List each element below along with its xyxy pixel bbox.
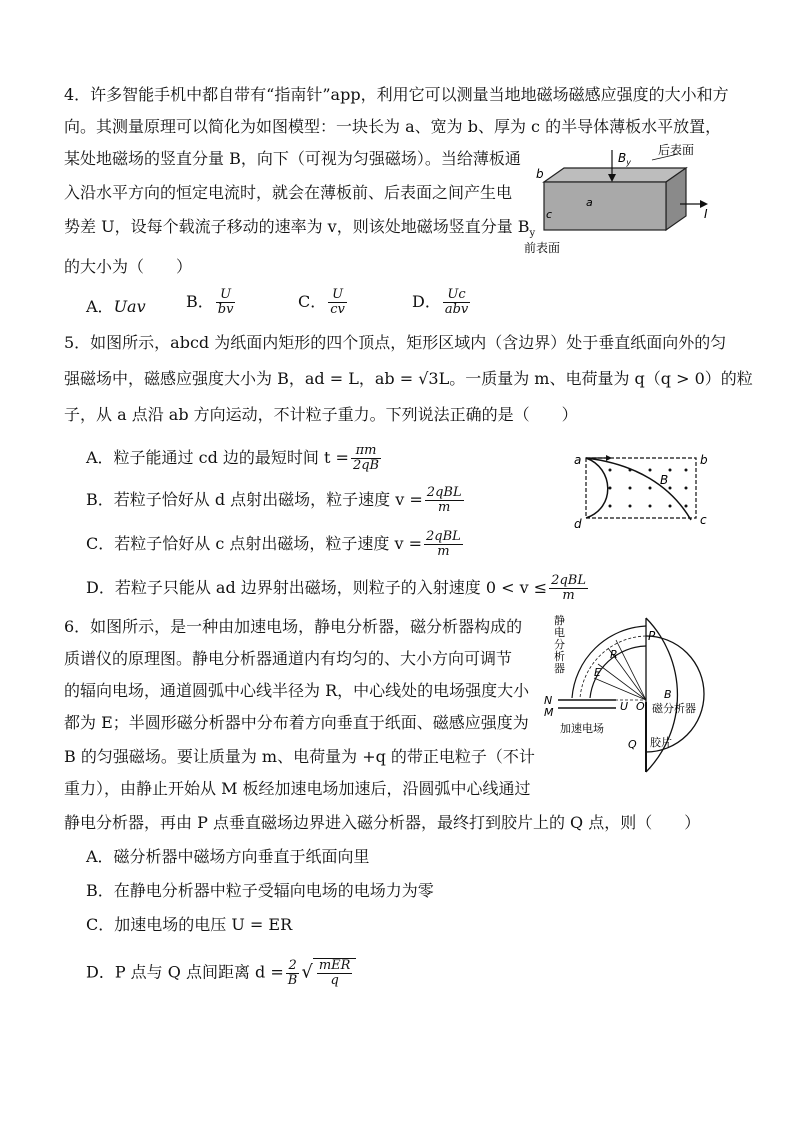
q5-line-1: 5．如图所示，abcd 为纸面内矩形的四个顶点，矩形区域内（含边界）处于垂直纸面向外的匀 xyxy=(64,333,727,352)
esa-label-3: 分 xyxy=(554,638,565,651)
trajectory-to-c xyxy=(586,458,691,520)
field-dots xyxy=(609,469,688,508)
q6-mass-spectrometer-figure xyxy=(536,612,746,782)
q5-line-2: 强磁场中，磁感应强度大小为 B，ad = L，ab = √3L。一质量为 m、电荷量为 q（q > 0）的粒 xyxy=(64,369,753,388)
field-rectangle xyxy=(586,458,696,518)
plate-m-label: M xyxy=(544,706,554,719)
esa-label-4: 析 xyxy=(554,650,565,663)
field-b-label: B xyxy=(660,473,669,487)
q4-option-d-label: D． xyxy=(412,292,441,311)
q6-option-d-text: D．P 点与 Q 点间距离 d = xyxy=(86,962,284,982)
q4-semiconductor-figure xyxy=(524,140,730,260)
q4-option-a[interactable] xyxy=(86,296,146,318)
q4-option-d-den: abv xyxy=(444,302,469,317)
point-b-label: b xyxy=(700,453,708,467)
q4-line-6: 的大小为（ ） xyxy=(64,257,193,276)
q6-line-5: B 的匀强磁场。要让质量为 m、电荷量为 +q 的带正电粒子（不计 xyxy=(64,747,535,766)
q6-line-7: 静电分析器，再由 P 点垂直磁场边界进入磁分析器，最终打到胶片上的 Q 点，则（ ） xyxy=(64,813,701,832)
point-d-label: d xyxy=(574,517,582,531)
q4-line-5-text: 势差 U，设每个载流子移动的速率为 v，则该处地磁场竖直分量 B xyxy=(64,217,530,236)
q6-line-6: 重力），由静止开始从 M 板经加速电场加速后，沿圆弧中心线通过 xyxy=(64,779,531,798)
q6-option-a[interactable]: A．磁分析器中磁场方向垂直于纸面向里 xyxy=(86,847,370,866)
q6-option-b[interactable]: B．在静电分析器中粒子受辐向电场的电场力为零 xyxy=(86,881,434,900)
plate-n-label: N xyxy=(544,694,553,707)
q5-option-b-text: B．若粒子恰好从 d 点射出磁场，粒子速度 v = xyxy=(86,490,423,509)
accelerating-field-label: 加速电场 xyxy=(560,722,604,735)
center-o-label: O xyxy=(636,700,645,713)
q6-option-d-root-den: q xyxy=(330,973,339,988)
point-a-label: a xyxy=(574,453,582,467)
q5-option-b-num: 2qBL xyxy=(426,485,462,500)
q4-option-d[interactable] xyxy=(412,288,472,317)
esa-label-2: 电 xyxy=(554,626,565,639)
q5-option-c-num: 2qBL xyxy=(426,529,461,544)
q5-line-3: 子，从 a 点沿 ab 方向运动，不计粒子重力。下列说法正确的是（ ） xyxy=(64,405,578,424)
voltage-u-label: U xyxy=(620,700,629,713)
point-c-label: c xyxy=(700,513,707,527)
q5-option-a-den: 2qB xyxy=(352,458,380,473)
q4-option-a-value: Uav xyxy=(113,297,146,316)
q6-option-d-coef-num: 2 xyxy=(286,959,300,974)
front-surface-label: 前表面 xyxy=(524,241,561,255)
q6-option-c[interactable]: C．加速电场的电压 U = ER xyxy=(86,915,293,934)
q5-option-d-den: m xyxy=(562,588,575,603)
esa-center-arc xyxy=(580,636,646,698)
q5-magnetic-field-figure xyxy=(566,448,716,538)
q4-option-d-num: Uc xyxy=(443,288,470,303)
q5-option-b-den: m xyxy=(438,500,451,515)
magnetic-analyzer-label: 磁分析器 xyxy=(652,702,696,715)
a-label: a xyxy=(586,196,593,209)
q6-option-d[interactable]: D．P 点与 Q 点间距离 d = $\frac{2}{B}$ √ $\frac{\text{mER}}{q}$ xyxy=(86,958,356,988)
q4-line-5 xyxy=(64,216,535,245)
esa-label-5: 器 xyxy=(554,662,565,675)
q5-option-d-text: D．若粒子只能从 ad 边界射出磁场，则粒子的入射速度 0 < v ≤ xyxy=(86,578,548,597)
q4-option-b-label: B． xyxy=(186,292,214,311)
back-surface-label: 后表面 xyxy=(658,143,695,157)
q5-option-c-den: m xyxy=(437,544,450,559)
q5-option-a-num: πm xyxy=(351,444,381,459)
slab-front-face xyxy=(544,182,666,230)
esa-label-1: 静 xyxy=(554,614,565,627)
q4-option-c-label: C． xyxy=(298,292,327,311)
q6-line-1: 6．如图所示，是一种由加速电场，静电分析器，磁分析器构成的 xyxy=(64,617,523,636)
q6-line-2: 质谱仪的原理图。静电分析器通道内有均匀的、大小方向可调节 xyxy=(64,649,513,668)
q5-option-a-text: A．粒子能通过 cd 边的最短时间 t = xyxy=(86,448,349,467)
q6-option-d-root-num: mER xyxy=(318,958,351,973)
c-label: c xyxy=(546,208,553,221)
current-label: I xyxy=(704,207,708,221)
q4-line-3: 某处地磁场的竖直分量 B，向下（可视为匀强磁场）。当给薄板通 xyxy=(64,149,521,168)
q5-option-c-text: C．若粒子恰好从 c 点射出磁场，粒子速度 v = xyxy=(86,534,422,553)
by-label: $B_y$ xyxy=(618,151,631,167)
radius-label: R xyxy=(610,648,618,661)
q6-option-d-coef-den: B xyxy=(287,972,298,988)
q5-option-c[interactable] xyxy=(86,530,465,559)
q4-option-b[interactable] xyxy=(186,288,237,317)
q4-option-c-den: cv xyxy=(330,302,345,317)
point-p-label: P xyxy=(648,629,656,643)
film-label: 胶片 xyxy=(650,736,672,749)
field-e-label: E xyxy=(594,666,601,679)
q4-option-b-den: bv xyxy=(217,302,234,317)
q4-option-b-num: U xyxy=(216,288,236,303)
q4-option-a-label: A． xyxy=(86,297,114,316)
q5-option-b[interactable] xyxy=(86,486,466,515)
point-q-label: Q xyxy=(628,738,637,751)
q5-option-a[interactable] xyxy=(86,444,383,473)
b-label: b xyxy=(536,167,544,181)
q6-line-4: 都为 E；半圆形磁分析器中分布着方向垂直于纸面、磁感应强度为 xyxy=(64,713,529,732)
q5-option-d-num: 2qBL xyxy=(551,573,586,588)
q4-line-5-sub: y xyxy=(529,228,536,240)
q4-line-4: 入沿水平方向的恒定电流时，就会在薄板前、后表面之间产生电 xyxy=(64,183,513,202)
q4-option-c[interactable] xyxy=(298,288,349,317)
q4-line-1: 4．许多智能手机中都自带有“指南针”app，利用它可以测量当地地磁场磁感应强度的大小和方 xyxy=(64,85,729,104)
q5-option-d[interactable] xyxy=(86,574,590,603)
field-b-label: B xyxy=(664,688,672,701)
q4-line-2: 向。其测量原理可以简化为如图模型：一块长为 a、宽为 b、厚为 c 的半导体薄板水平放置， xyxy=(64,117,722,136)
magnetic-trajectory xyxy=(646,636,704,752)
q6-line-3: 的辐向电场，通道圆弧中心线半径为 R，中心线处的电场强度大小 xyxy=(64,681,530,700)
q4-option-c-num: U xyxy=(328,288,347,303)
trajectory-to-d xyxy=(586,458,608,518)
